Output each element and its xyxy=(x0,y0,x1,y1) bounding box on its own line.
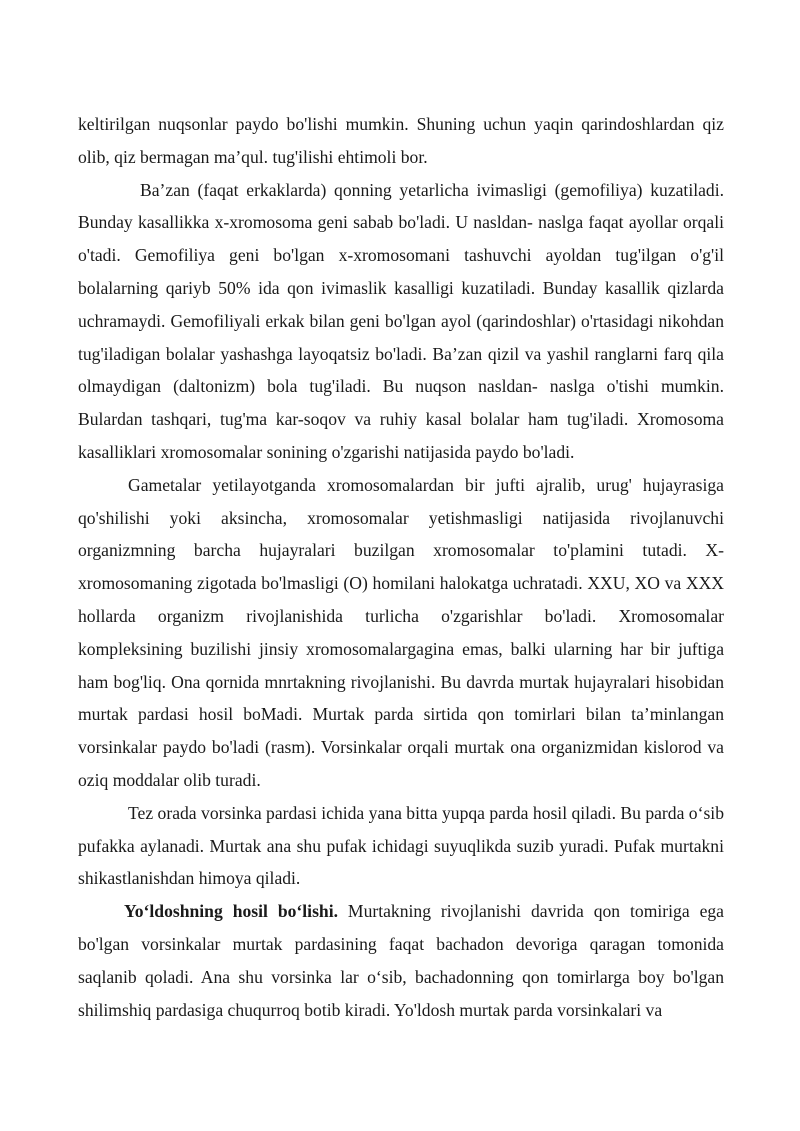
paragraph-5 xyxy=(78,895,724,1026)
paragraph-3: Gametalar yetilayotganda xromosomalardan bir jufti ajralib, urug' hujayrasiga qo'shilishi yoki aksincha, xromosomalar yetishmasligi natijasida rivojlanuvchi organizmning barcha hujayralari buzilgan xromosomalar to'plamini tutadi. X-xromosomaning zigotada bo'lmasligi (O) homilani halokatga uchratadi. XXU, XO va XXX hollarda organizm rivojlanishida turlicha o'zgarishlar bo'ladi. Xromosomalar kompleksining buzilishi jinsiy xromosomalargagina emas, balki ularning har bir juftiga ham bog'liq. Ona qornida mnrtakning rivojlanishi. Bu davrda murtak hujayralari hisobidan murtak pardasi hosil boMadi. Murtak parda sirtida qon tomirlari bilan ta’minlangan vorsinkalar paydo bo'ladi (rasm). Vorsinkalar orqali murtak ona organizmidan kislorod va oziq moddalar olib turadi. xyxy=(78,474,724,790)
paragraph-5-body: Murtakning rivojlanishi davrida qon tomiriga ega bo'lgan vorsinkalar murtak pardasining faqat bachadon devoriga qaragan tomonida saqlanib qoladi. Ana shu vorsinka lar o‘sib, bachadonning qon tomirlarga boy bo'lgan shilimshiq pardasiga chuqurroq botib kiradi. Yo'ldosh murtak parda vorsinkalari va xyxy=(78,901,724,1020)
paragraph-1: keltirilgan nuqsonlar paydo bo'lishi mumkin. Shuning uchun yaqin qarindoshlardan qiz olib, qiz bermagan ma’qul. tug'ilishi ehtimoli bor. xyxy=(78,114,724,167)
body-text xyxy=(78,108,724,1026)
paragraph-2: Ba’zan (faqat erkaklarda) qonning yetarlicha ivimasligi (gemofiliya) kuzatiladi. Bunday kasallikka x-xromosoma geni sabab bo'ladi. U nasldan- naslga faqat ayollar orqali o'tadi. Gemofiliya geni bo'lgan x-xromosomani tashuvchi ayoldan tug'ilgan o'g'il bolalarning qariyb 50% ida qon ivimaslik kasalligi kuzatiladi. Bunday kasallik qizlarda uchramaydi. Gemofiliyali erkak bilan geni bo'lgan ayol (qarindoshlar) o'rtasidagi nikohdan tug'iladigan bolalar yashashga layoqatsiz bo'ladi. Ba’zan qizil va yashil ranglarni farq qila olmaydigan (daltonizm) bola tug'iladi. Bu nuqson nasldan- naslga o'tishi mumkin. Bulardan tashqari, tug'ma kar-soqov va ruhiy kasal bolalar ham tug'iladi. Xromosoma kasalliklari xromosomalar sonining o'zgarishi natijasida paydo bo'ladi. xyxy=(78,179,724,462)
section-heading: Yo‘ldoshning hosil bo‘lishi. xyxy=(124,901,338,922)
paragraph-4: Tez orada vorsinka pardasi ichida yana bitta yupqa parda hosil qiladi. Bu parda o‘sib pufakka aylanadi. Murtak ana shu pufak ichidagi suyuqlikda suzib yuradi. Pufak murtakni shikastlanishdan himoya qiladi. xyxy=(78,802,724,889)
